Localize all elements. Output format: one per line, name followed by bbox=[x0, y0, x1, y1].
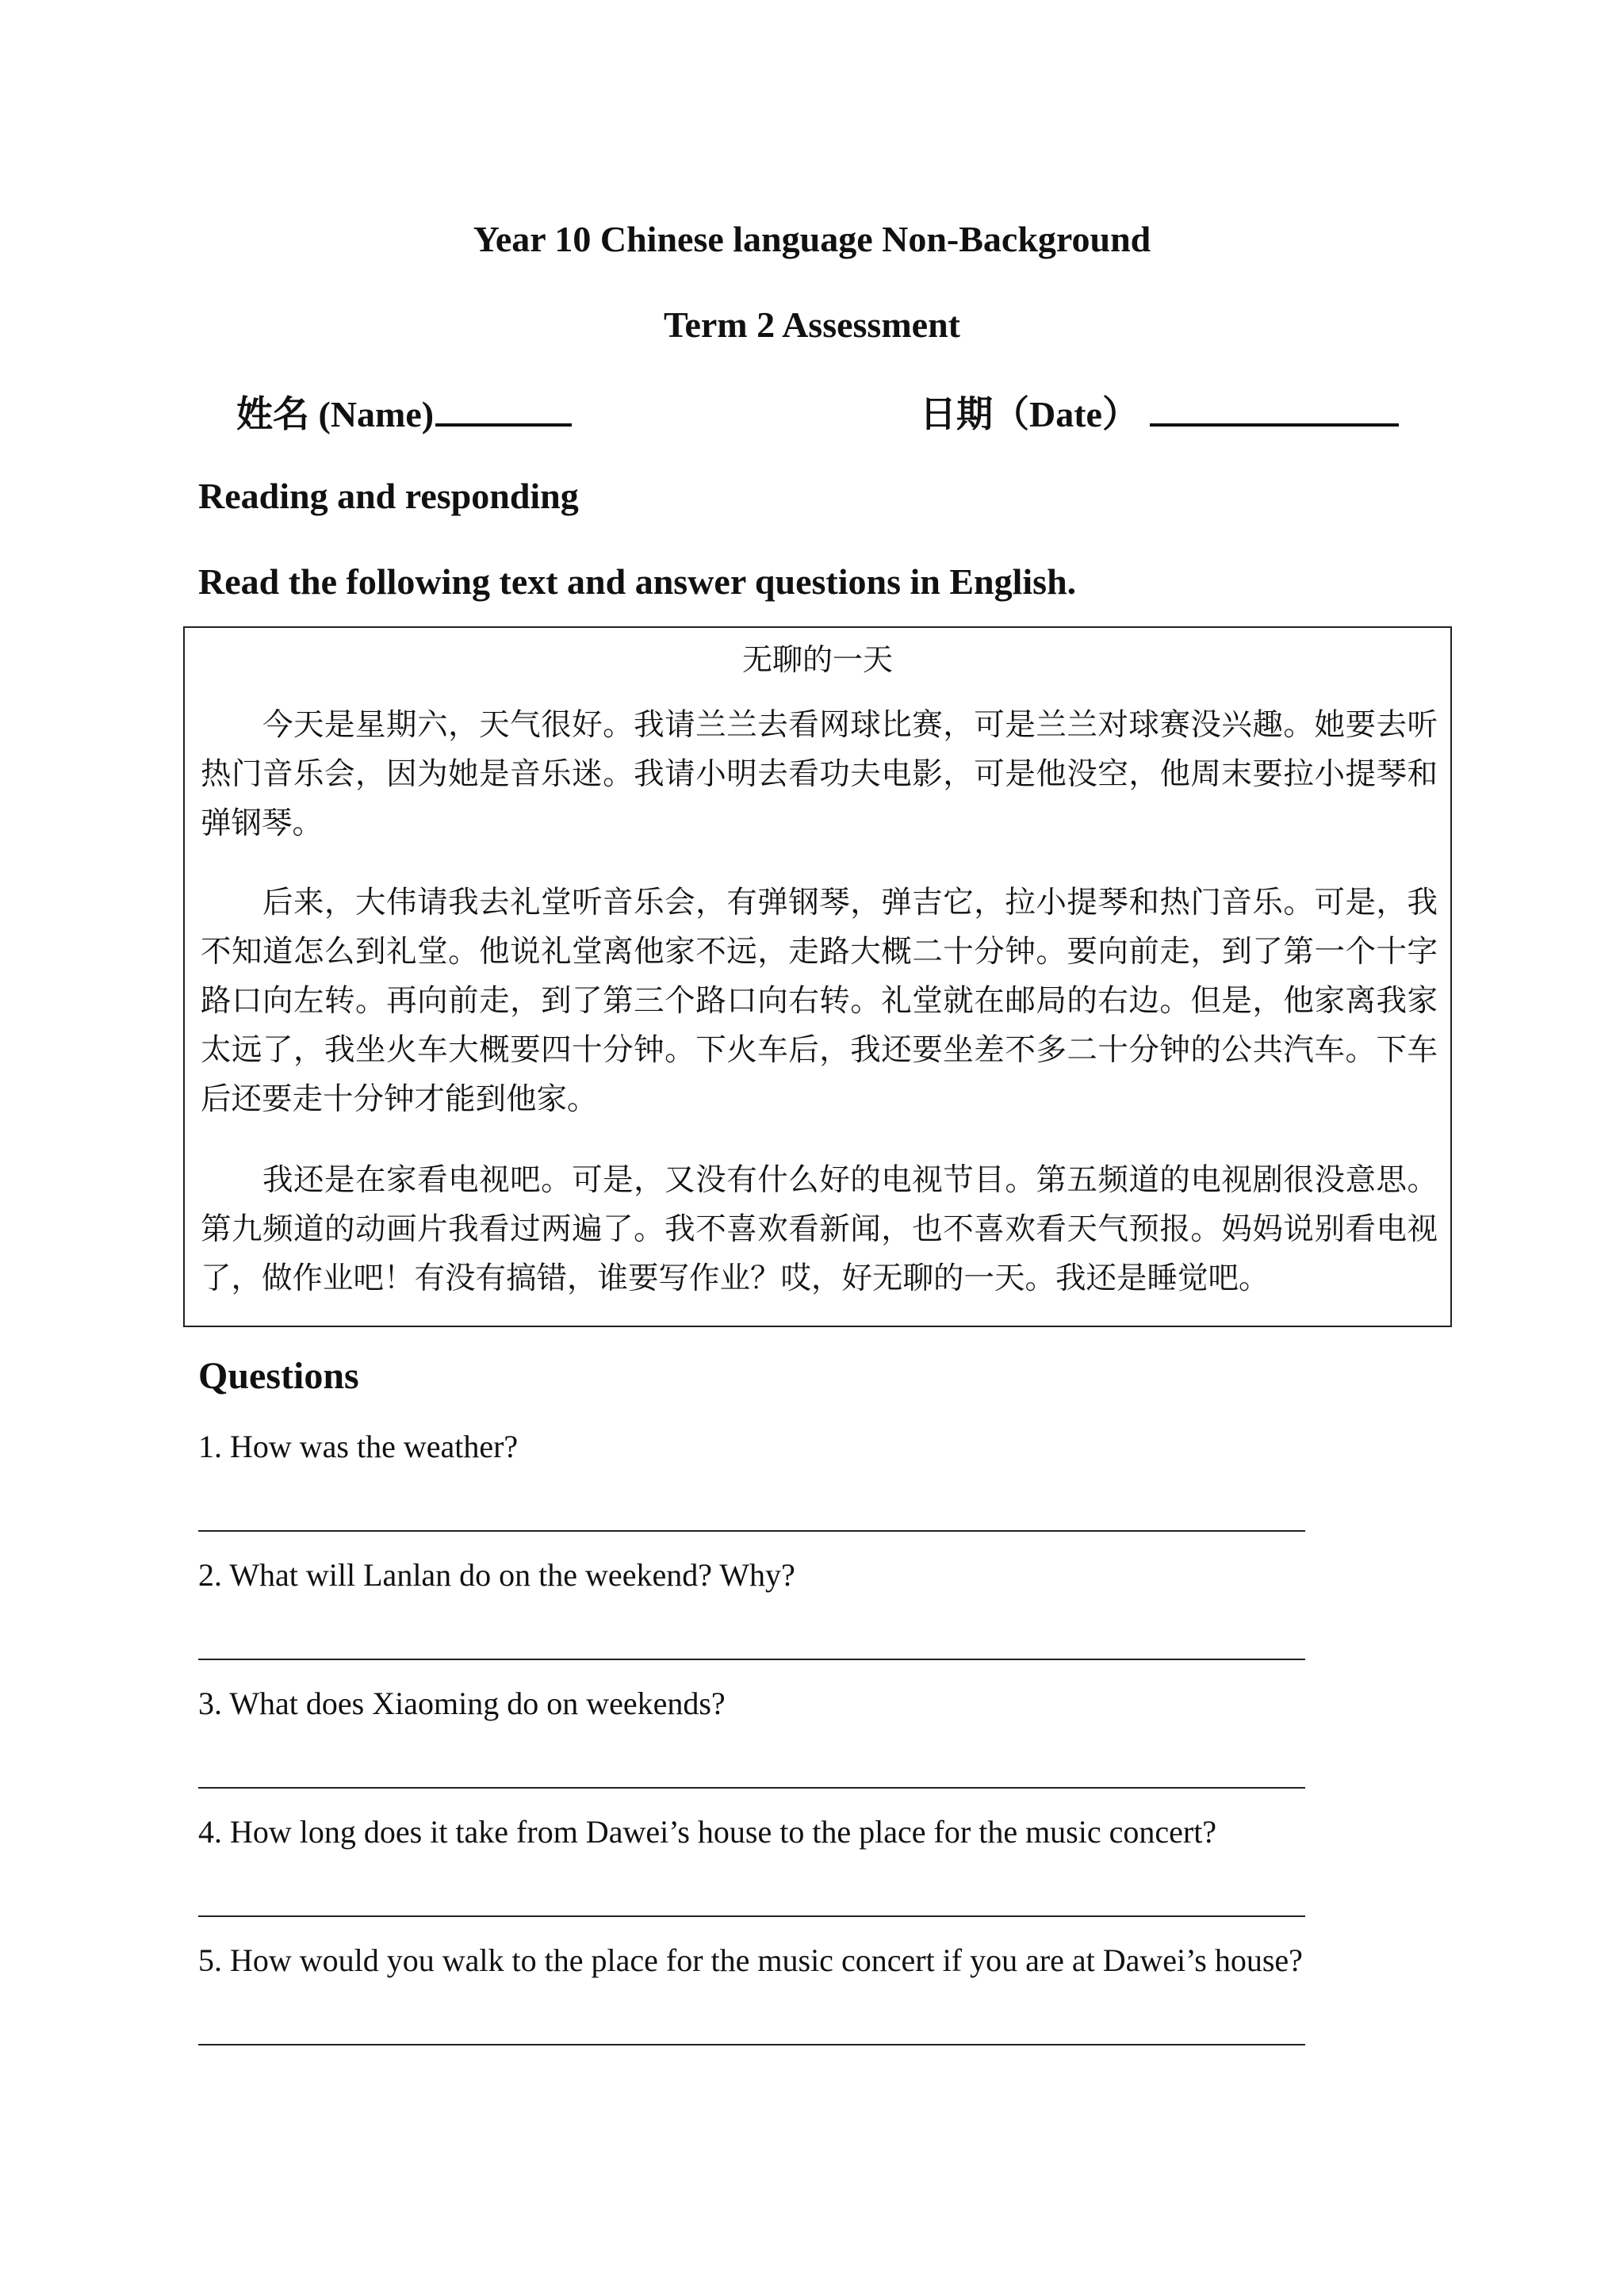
section-heading: Reading and responding bbox=[198, 476, 579, 516]
document-subtitle: Term 2 Assessment bbox=[664, 304, 960, 345]
name-label: 姓名 (Name) bbox=[236, 394, 435, 434]
question-2: 2. What will Lanlan do on the weekend? Why? bbox=[198, 1557, 795, 1593]
passage-title: 无聊的一天 bbox=[741, 642, 893, 677]
reading-passage-box bbox=[183, 626, 1452, 1327]
document-title: Year 10 Chinese language Non-Background bbox=[473, 219, 1151, 259]
date-label: 日期（Date） bbox=[920, 394, 1139, 434]
passage-paragraph: 我还是在家看电视吧。可是，又没有什么好的电视节目。第五频道的电视剧很没意思。第九频道的动画片我看过两遍了。我不喜欢看新闻，也不喜欢看天气预报。妈妈说别看电视了，做作业吧！有没有搞错，谁要写作业？哎，好无聊的一天。我还是睡觉吧。 bbox=[201, 1162, 1438, 1296]
answer-line-5[interactable] bbox=[198, 2044, 1305, 2045]
instruction-text: Read the following text and answer questions in English. bbox=[198, 561, 1077, 602]
date-field bbox=[920, 388, 1399, 437]
date-blank-line[interactable] bbox=[1150, 388, 1399, 427]
question-3: 3. What does Xiaoming do on weekends? bbox=[198, 1686, 726, 1721]
passage-paragraph: 后来，大伟请我去礼堂听音乐会，有弹钢琴，弹吉它，拉小提琴和热门音乐。可是，我不知道怎么到礼堂。他说礼堂离他家不远，走路大概二十分钟。要向前走，到了第一个十字路口向左转。再向前走，到了第三个路口向右转。礼堂就在邮局的右边。但是，他家离我家太远了，我坐火车大概要四十分钟。下火车后，我还要坐差不多二十分钟的公共汽车。下车后还要走十分钟才能到他家。 bbox=[201, 885, 1438, 1117]
question-5: 5. How would you walk to the place for the music concert if you are at Dawei’s house? bbox=[198, 1942, 1303, 1978]
answer-line-2[interactable] bbox=[198, 1659, 1305, 1660]
questions-heading: Questions bbox=[198, 1355, 359, 1397]
answer-line-3[interactable] bbox=[198, 1787, 1305, 1789]
question-1: 1. How was the weather? bbox=[198, 1429, 519, 1464]
name-field bbox=[236, 388, 572, 437]
question-4: 4. How long does it take from Dawei’s house to the place for the music concert? bbox=[198, 1814, 1217, 1850]
answer-line-4[interactable] bbox=[198, 1915, 1305, 1917]
name-blank-line[interactable] bbox=[435, 388, 572, 427]
answer-line-1[interactable] bbox=[198, 1530, 1305, 1532]
passage-paragraph: 今天是星期六，天气很好。我请兰兰去看网球比赛，可是兰兰对球赛没兴趣。她要去听热门音乐会，因为她是音乐迷。我请小明去看功夫电影，可是他没空，他周末要拉小提琴和弹钢琴。 bbox=[201, 707, 1438, 841]
